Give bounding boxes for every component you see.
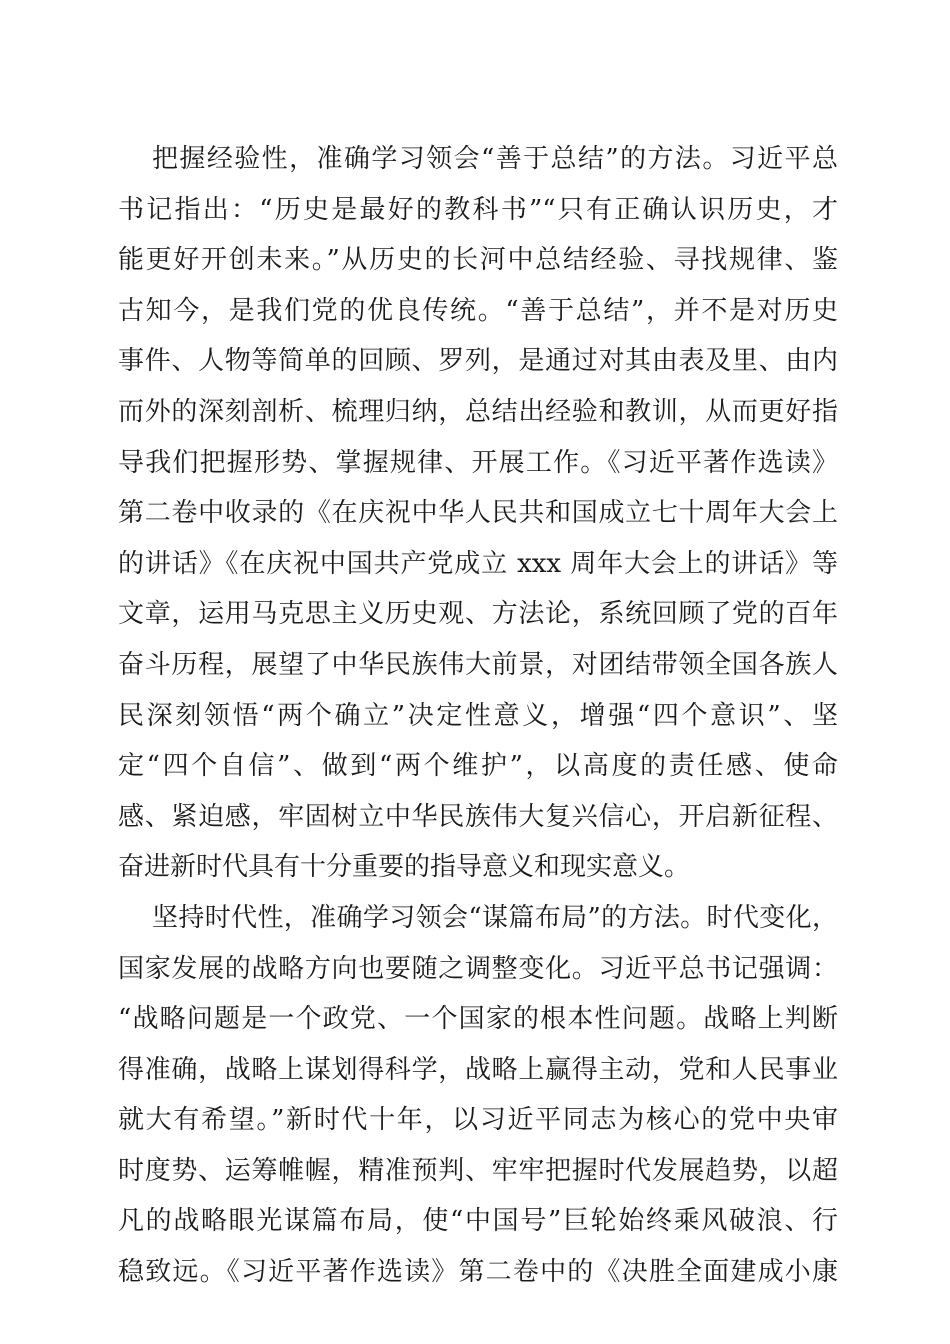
text-line: 得准确，战略上谋划得科学，战略上赢得主动，党和人民事业 — [118, 1054, 838, 1085]
text-line: 事件、人物等简单的回顾、罗列，是通过对其由表及里、由内 — [118, 346, 838, 377]
text-line: 而外的深刻剖析、梳理归纳，总结出经验和教训，从而更好指 — [118, 396, 838, 427]
text-line: 文章，运用马克思主义历史观、方法论，系统回顾了党的百年 — [118, 599, 838, 630]
text-line: 稳致远。《习近平著作选读》第二卷中的《决胜全面建成小康 — [118, 1257, 838, 1288]
text-line: 民深刻领悟“两个确立”决定性意义，增强“四个意识”、坚 — [118, 700, 838, 731]
text-line: 的讲话》《在庆祝中国共产党成立 xxx 周年大会上的讲话》等 — [118, 548, 838, 579]
text-line: 导我们把握形势、掌握规律、开展工作。《习近平著作选读》 — [118, 447, 838, 478]
text-line: 能更好开创未来。”从历史的长河中总结经验、寻找规律、鉴 — [118, 245, 838, 276]
body-text — [118, 134, 838, 1298]
text-line: 感、紧迫感，牢固树立中华民族伟大复兴信心，开启新征程、 — [118, 801, 838, 832]
text-line: 国家发展的战略方向也要随之调整变化。习近平总书记强调： — [118, 953, 838, 984]
text-line: 第二卷中收录的《在庆祝中华人民共和国成立七十周年大会上 — [118, 498, 838, 529]
text-line: 时度势、运筹帷幄，精准预判、牢牢把握时代发展趋势，以超 — [118, 1155, 838, 1186]
text-line: 书记指出：“历史是最好的教科书”“只有正确认识历史，才 — [118, 194, 838, 225]
text-line: 定“四个自信”、做到“两个维护”，以高度的责任感、使命 — [118, 751, 838, 782]
text-line: 奋斗历程，展望了中华民族伟大前景，对团结带领全国各族人 — [118, 649, 838, 680]
text-line: 古知今，是我们党的优良传统。“善于总结”，并不是对历史 — [118, 295, 838, 326]
text-line: 坚持时代性，准确学习领会“谋篇布局”的方法。时代变化， — [152, 902, 838, 933]
text-line: 凡的战略眼光谋篇布局，使“中国号”巨轮始终乘风破浪、行 — [118, 1206, 838, 1237]
paragraph-era — [118, 893, 838, 1298]
text-line: 奋进新时代具有十分重要的指导意义和现实意义。 — [118, 852, 691, 883]
text-line: “战略问题是一个政党、一个国家的根本性问题。战略上判断 — [118, 1004, 838, 1035]
paragraph-experience — [118, 134, 838, 893]
text-line: 就大有希望。”新时代十年，以习近平同志为核心的党中央审 — [118, 1105, 838, 1136]
text-line: 把握经验性，准确学习领会“善于总结”的方法。习近平总 — [152, 144, 838, 174]
